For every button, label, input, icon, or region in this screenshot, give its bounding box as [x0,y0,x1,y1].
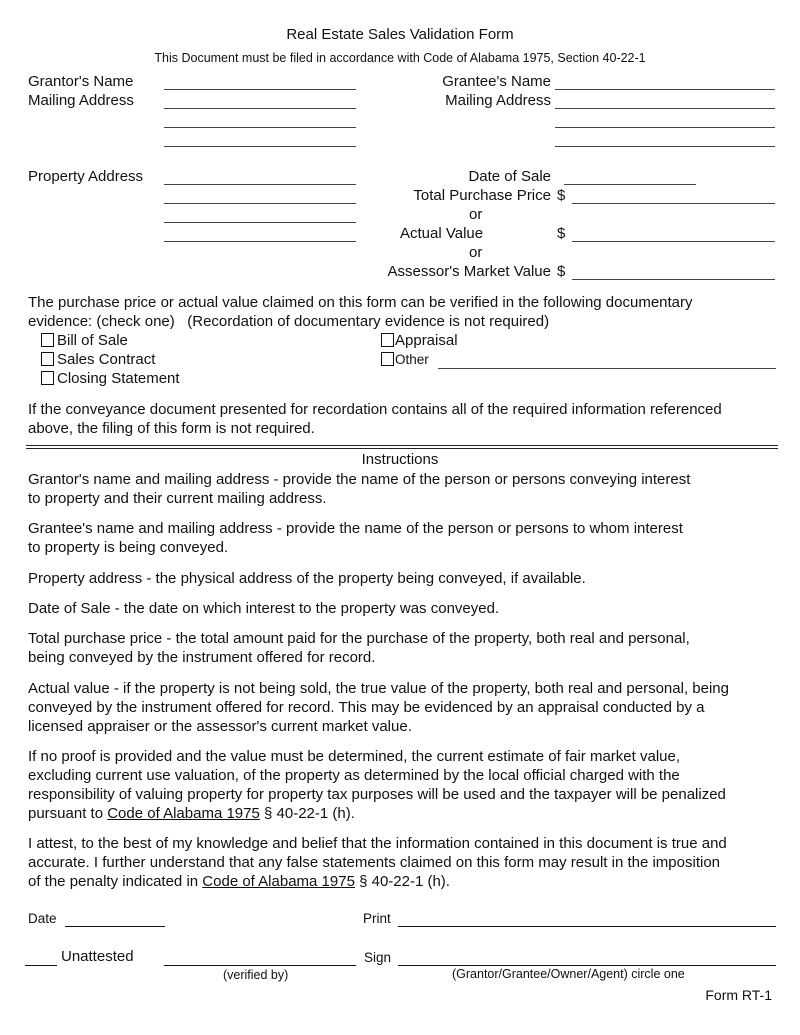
form-title: Real Estate Sales Validation Form [286,26,514,43]
checkbox-label: Appraisal [395,332,458,349]
text: § 40-22-1 (h). [354,873,450,890]
grantee-mailing-field-1[interactable] [555,94,775,109]
conveyance-note-line1: If the conveyance document presented for recordation contains all of the required information referenced [28,401,722,418]
checkbox-icon[interactable] [41,371,54,385]
instruction-no-proof [28,747,778,823]
code-of-alabama-link[interactable]: Code of Alabama 1975 [107,805,260,822]
checkbox-icon[interactable] [381,333,394,347]
checkbox-appraisal[interactable] [381,332,458,350]
grantee-name-label: Grantee's Name [442,73,551,90]
instruction-line: Grantee's name and mailing address - provide the name of the person or persons to whom interest [28,520,683,537]
checkbox-label: Other [395,352,429,367]
assessor-market-value-field[interactable] [572,265,775,280]
divider-top [26,445,778,446]
instruction-line: Property address - the physical address of the property being conveyed, if available. [28,570,586,587]
instruction-line: conveyed by the instrument offered for record. This may be evidenced by an appraisal conducted by a [28,699,705,716]
date-of-sale-label: Date of Sale [468,168,551,185]
instruction-line: Date of Sale - the date on which interest to the property was conveyed. [28,600,500,617]
grantor-name-field[interactable] [164,75,356,90]
other-evidence-field[interactable] [438,354,776,369]
instruction-line [28,872,778,891]
checkbox-label: Bill of Sale [57,332,128,349]
actual-value-field[interactable] [572,227,775,242]
instruction-line: If no proof is provided and the value must be determined, the current estimate of fair market value, [28,748,681,765]
checkbox-sales-contract[interactable] [41,351,155,369]
checkbox-label: Sales Contract [57,351,156,368]
instruction-property-address [28,569,778,588]
instruction-actual-value [28,679,778,736]
instruction-attestation [28,834,778,891]
grantor-mailing-field-2[interactable] [164,113,356,128]
grantor-mailing-label: Mailing Address [28,92,134,109]
verified-by-field[interactable] [164,951,356,966]
sign-label: Sign [364,950,392,965]
instruction-grantor [28,470,778,508]
checkbox-icon[interactable] [41,333,54,347]
property-address-field-2[interactable] [164,208,356,223]
verified-by-label: (verified by) [223,968,289,982]
total-purchase-price-field[interactable] [572,189,775,204]
evidence-intro-line2: evidence: (check one) (Recordation of documentary evidence is not required) [28,313,550,330]
property-address-label: Property Address [28,168,144,185]
instruction-line: I attest, to the best of my knowledge and belief that the information contained in this document is true and [28,835,727,852]
text: § 40-22-1 (h). [259,805,355,822]
grantor-mailing-field-3[interactable] [164,132,356,147]
code-of-alabama-link[interactable]: Code of Alabama 1975 [202,873,355,890]
instruction-line: responsibility of valuing property for property tax purposes will be used and the taxpayer will be penalized [28,786,726,803]
form-subtitle: This Document must be filed in accordance with Code of Alabama 1975, Section 40-22-1 [154,51,646,65]
property-address-field-1[interactable] [164,170,356,185]
instruction-line: Actual value - if the property is not being sold, the true value of the property, both real and personal, being [28,680,729,697]
checkbox-icon[interactable] [41,352,54,366]
print-label: Print [363,911,391,926]
checkbox-bill-of-sale[interactable] [41,332,128,350]
currency-symbol: $ [557,187,566,204]
grantee-mailing-field-2[interactable] [555,113,775,128]
role-note: (Grantor/Grantee/Owner/Agent) circle one [452,967,685,981]
or-separator: or [469,206,483,223]
assessor-market-value-label: Assessor's Market Value [387,263,551,280]
instruction-line: to property is being conveyed. [28,539,229,556]
print-name-field[interactable] [398,912,776,927]
instructions-heading: Instructions [361,451,439,468]
checkbox-icon[interactable] [381,352,394,366]
form-id: Form RT-1 [705,987,772,1003]
currency-symbol: $ [557,263,566,280]
grantor-name-label: Grantor's Name [28,73,134,90]
signature-field[interactable] [398,951,776,966]
conveyance-note-line2: above, the filing of this form is not required. [28,420,315,437]
unattested-label: Unattested [61,948,134,965]
instruction-line: accurate. I further understand that any false statements claimed on this form may result in the imposition [28,854,720,871]
instruction-line: Total purchase price - the total amount paid for the purchase of the property, both real and personal, [28,630,690,647]
instruction-line: Grantor's name and mailing address - provide the name of the person or persons conveying interest [28,471,691,488]
instruction-grantee [28,519,778,557]
instruction-line: excluding current use valuation, of the property as determined by the local official charged with the [28,767,680,784]
grantee-name-field[interactable] [555,75,775,90]
text: of the penalty indicated in [28,873,203,890]
total-purchase-price-label: Total Purchase Price [413,187,551,204]
instruction-line: to property and their current mailing address. [28,490,327,507]
or-separator: or [469,244,483,261]
property-address-field-3[interactable] [164,227,356,242]
grantee-mailing-label: Mailing Address [445,92,551,109]
property-address-field-4[interactable] [164,189,356,204]
date-of-sale-field[interactable] [564,170,696,185]
date-label: Date [28,911,57,926]
checkbox-closing-statement[interactable] [41,370,180,388]
actual-value-label: Actual Value [400,225,484,242]
instruction-total-purchase-price [28,629,778,667]
instruction-line: licensed appraiser or the assessor's current market value. [28,718,412,735]
checkbox-other[interactable] [381,351,429,369]
grantee-mailing-field-3[interactable] [555,132,775,147]
evidence-intro-line1: The purchase price or actual value claimed on this form can be verified in the following documentary [28,294,693,311]
grantor-mailing-field-1[interactable] [164,94,356,109]
divider-bottom [26,448,778,449]
instruction-line [28,804,778,823]
unattested-check-field[interactable] [25,951,57,966]
text: pursuant to [28,805,108,822]
instruction-date-of-sale [28,599,778,618]
date-field[interactable] [65,912,165,927]
currency-symbol: $ [557,225,566,242]
checkbox-label: Closing Statement [57,370,180,387]
instruction-line: being conveyed by the instrument offered for record. [28,649,376,666]
